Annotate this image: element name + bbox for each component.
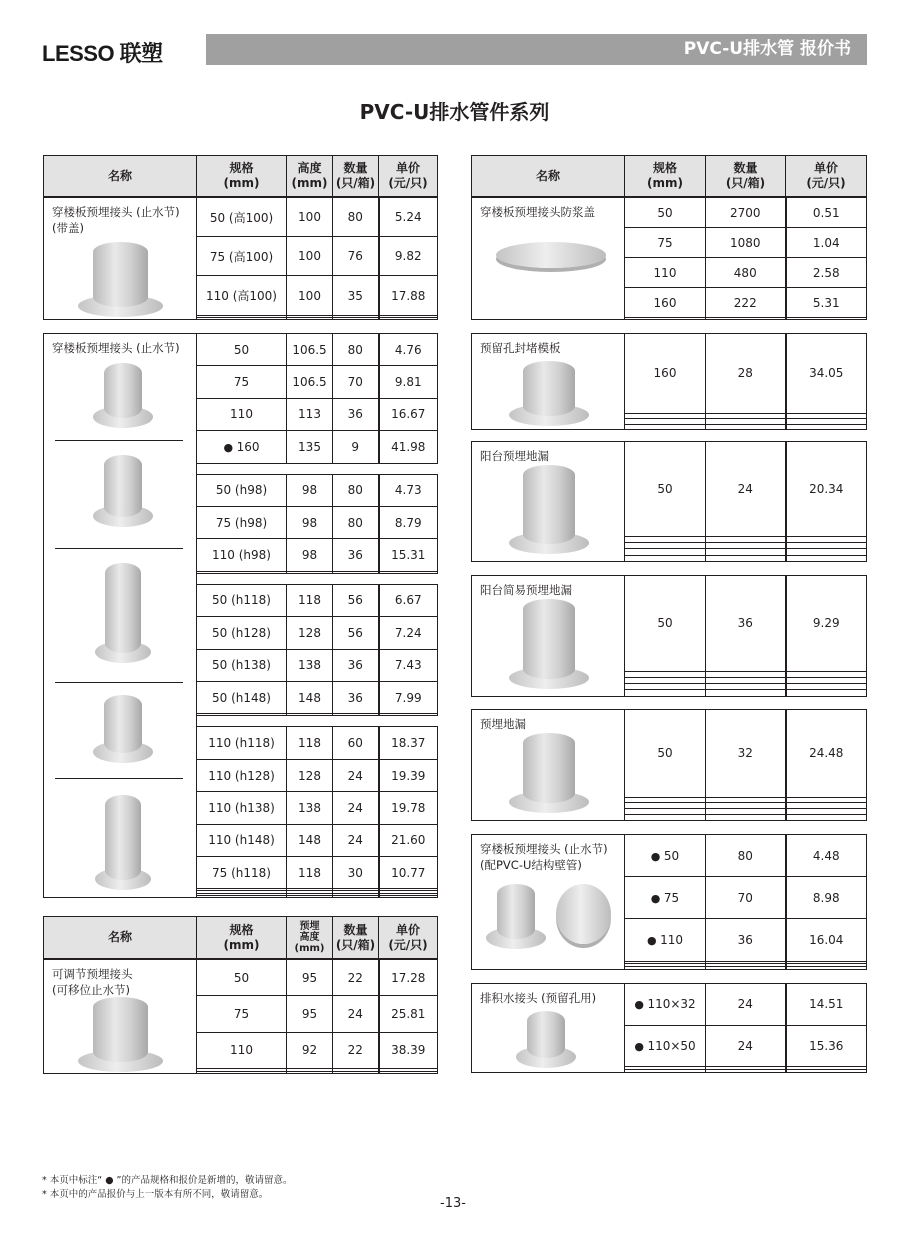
table-cell: 50 (h98) (197, 474, 287, 506)
table-cell (786, 690, 867, 697)
product-block (471, 333, 866, 430)
table-cell: 24 (333, 759, 379, 791)
table-header (43, 916, 437, 959)
table-cell (379, 1071, 438, 1073)
table-cell (786, 1070, 867, 1073)
table-cell: 24 (706, 442, 786, 537)
table-cell: 50 (h148) (197, 681, 287, 713)
table-cell: ● 50 (625, 835, 706, 877)
product-name: 穿楼板预埋接头 (止水节) (配PVC-U结构壁管) (472, 835, 625, 970)
table-cell: 50 (h118) (197, 584, 287, 616)
table-cell: 70 (706, 877, 786, 919)
table-cell: 98 (287, 474, 333, 506)
table-cell: 148 (287, 681, 333, 713)
table-row (44, 198, 438, 237)
table-cell: 50 (625, 710, 706, 798)
table-cell: 5.24 (379, 198, 438, 237)
table-cell: 36 (706, 919, 786, 961)
table-cell: 80 (333, 474, 379, 506)
footnote-new-items: * 本页中标注“ ● ”的产品规格和报价是新增的，敬请留意。 (42, 1175, 293, 1186)
table-cell: 9 (333, 431, 379, 463)
table-cell: 110 (197, 1032, 287, 1068)
table-cell: 480 (706, 258, 786, 288)
table-cell: 30 (333, 856, 379, 888)
table-cell: 24.48 (786, 710, 867, 798)
table-cell: 160 (625, 334, 706, 414)
table-cell: 16.04 (786, 919, 867, 961)
table-cell (333, 895, 379, 897)
table-cell: 118 (287, 584, 333, 616)
table-cell (625, 690, 706, 697)
table-cell: 80 (333, 334, 379, 366)
table-cell (706, 815, 786, 821)
table-cell (625, 424, 706, 429)
table-cell: 110 (h128) (197, 759, 287, 791)
table-header (471, 155, 866, 197)
table-cell: 28 (706, 334, 786, 414)
table-cell: 9.29 (786, 576, 867, 672)
table-cell: 36 (333, 681, 379, 713)
table-cell: 17.28 (379, 960, 438, 996)
table-cell: 15.31 (379, 539, 438, 571)
table-row (472, 576, 867, 672)
table-cell: 18.37 (379, 727, 438, 759)
header-row (44, 917, 438, 959)
table-cell: 7.99 (379, 681, 438, 713)
table-cell: 4.73 (379, 474, 438, 506)
product-block (471, 441, 866, 562)
product-name: 阳台简易预埋地漏 (472, 576, 625, 697)
table-cell (706, 690, 786, 697)
table-cell: 138 (287, 649, 333, 681)
table-header (43, 155, 437, 197)
table-cell (333, 1071, 379, 1073)
table-cell: 80 (333, 506, 379, 538)
table-cell: 50 (625, 198, 706, 228)
table-cell: 35 (333, 276, 379, 315)
table-cell: 0.51 (786, 198, 867, 228)
column-header: 名称 (44, 156, 197, 197)
table-cell (706, 318, 786, 320)
table-cell: 75 (高100) (197, 237, 287, 276)
table-cell: 110 (h98) (197, 539, 287, 571)
table-cell: 50 (197, 960, 287, 996)
table-cell: 110 (h148) (197, 824, 287, 856)
table-cell (287, 317, 333, 319)
table-cell: 50 (625, 442, 706, 537)
table-cell: 110 (h138) (197, 792, 287, 824)
table-cell: 24 (706, 984, 786, 1026)
table-row (472, 198, 867, 228)
table-cell (625, 318, 706, 320)
table-cell: 110 (625, 258, 706, 288)
table-cell: 80 (333, 198, 379, 237)
table-cell (786, 815, 867, 821)
table-cell: 60 (333, 727, 379, 759)
table-row (44, 334, 438, 366)
table-cell: 24 (706, 1025, 786, 1067)
column-header: 单价 (元/只) (379, 156, 438, 197)
table-cell: 70 (333, 366, 379, 398)
table-cell (625, 1070, 706, 1073)
table-cell: 36 (333, 649, 379, 681)
column-header: 预埋 高度 (mm) (287, 917, 333, 959)
table-cell: 21.60 (379, 824, 438, 856)
table-cell: 92 (287, 1032, 333, 1068)
product-block (43, 333, 437, 898)
product-name: 可调节预埋接头 (可移位止水节) (44, 960, 197, 1074)
table-cell: 95 (287, 996, 333, 1032)
table-cell: 50 (197, 334, 287, 366)
table-cell: 100 (287, 237, 333, 276)
table-cell: 24 (333, 996, 379, 1032)
table-cell: 36 (706, 576, 786, 672)
table-cell: 15.36 (786, 1025, 867, 1067)
table-cell: 50 (h128) (197, 617, 287, 649)
table-cell: 106.5 (287, 366, 333, 398)
table-cell: 8.98 (786, 877, 867, 919)
table-cell: 110 (高100) (197, 276, 287, 315)
table-cell: 100 (287, 198, 333, 237)
table-cell: 38.39 (379, 1032, 438, 1068)
table-cell: 76 (333, 237, 379, 276)
table-cell: 41.98 (379, 431, 438, 463)
table-row (472, 442, 867, 537)
table-cell: 50 (625, 576, 706, 672)
table-row (472, 710, 867, 798)
table-cell: 98 (287, 539, 333, 571)
table-cell (786, 424, 867, 429)
column-header: 高度 (mm) (287, 156, 333, 197)
column-header: 单价 (元/只) (786, 156, 867, 197)
table-cell: 1.04 (786, 228, 867, 258)
table-cell: 36 (333, 539, 379, 571)
header-row (44, 156, 438, 197)
column-header: 数量 (只/箱) (333, 917, 379, 959)
table-cell: 6.67 (379, 584, 438, 616)
product-block (43, 197, 437, 320)
product-block (471, 575, 866, 697)
column-header: 规格 (mm) (197, 917, 287, 959)
product-block (471, 983, 866, 1073)
table-row (472, 334, 867, 414)
table-row (472, 984, 867, 1026)
table-cell (625, 555, 706, 561)
table-cell (706, 1070, 786, 1073)
table-cell: ● 110×32 (625, 984, 706, 1026)
name-divider (55, 440, 183, 441)
table-cell: 148 (287, 824, 333, 856)
table-cell: 75 (197, 996, 287, 1032)
table-cell (706, 424, 786, 429)
table-cell: 135 (287, 431, 333, 463)
table-cell: 17.88 (379, 276, 438, 315)
table-cell (379, 317, 438, 319)
table-cell: 118 (287, 856, 333, 888)
cover-disc-image (496, 242, 606, 268)
product-block (471, 197, 866, 320)
column-header: 单价 (元/只) (379, 917, 438, 959)
lesso-logo: LESSO 联塑 (42, 41, 163, 66)
table-cell: ● 75 (625, 877, 706, 919)
table-cell: 7.24 (379, 617, 438, 649)
table-row (44, 960, 438, 996)
header-banner: PVC-U排水管 报价书 (206, 34, 867, 65)
table-cell: 8.79 (379, 506, 438, 538)
product-name: 排积水接头 (预留孔用) (472, 984, 625, 1073)
table-cell (333, 317, 379, 319)
table-cell: 113 (287, 398, 333, 430)
table-cell: 75 (h98) (197, 506, 287, 538)
table-cell: ● 110×50 (625, 1025, 706, 1067)
table-cell: 24 (333, 792, 379, 824)
table-cell: 36 (333, 398, 379, 430)
table-cell (197, 317, 287, 319)
product-name: 预埋地漏 (472, 710, 625, 821)
table-cell: 138 (287, 792, 333, 824)
product-block (43, 959, 437, 1074)
table-cell: 5.31 (786, 288, 867, 318)
table-cell: 14.51 (786, 984, 867, 1026)
table-cell: 100 (287, 276, 333, 315)
column-header: 名称 (472, 156, 625, 197)
table-cell: 75 (h118) (197, 856, 287, 888)
table-cell: 110 (197, 398, 287, 430)
table-cell: ● 110 (625, 919, 706, 961)
table-row (472, 835, 867, 877)
table-cell: 98 (287, 506, 333, 538)
table-cell (786, 967, 867, 970)
cover-disc-image (556, 884, 611, 944)
table-cell: 4.48 (786, 835, 867, 877)
table-cell: 1080 (706, 228, 786, 258)
product-block (471, 709, 866, 821)
table-cell: 2.58 (786, 258, 867, 288)
table-cell: 50 (h138) (197, 649, 287, 681)
name-divider (55, 778, 183, 779)
table-cell: 9.81 (379, 366, 438, 398)
table-cell: 128 (287, 617, 333, 649)
column-header: 规格 (mm) (625, 156, 706, 197)
table-cell: 160 (625, 288, 706, 318)
table-cell (287, 895, 333, 897)
product-block (471, 834, 866, 970)
table-cell (197, 1071, 287, 1073)
name-divider (55, 682, 183, 683)
table-cell: 19.39 (379, 759, 438, 791)
table-cell (379, 895, 438, 897)
product-name: 阳台预埋地漏 (472, 442, 625, 562)
table-cell (287, 1071, 333, 1073)
table-cell: 7.43 (379, 649, 438, 681)
footnote-price-change: * 本页中的产品报价与上一版本有所不同，敬请留意。 (42, 1189, 269, 1200)
table-cell (625, 815, 706, 821)
column-header: 数量 (只/箱) (333, 156, 379, 197)
product-name: 穿楼板预埋接头 (止水节) (44, 334, 197, 898)
table-cell: 19.78 (379, 792, 438, 824)
table-cell: 4.76 (379, 334, 438, 366)
table-cell: 50 (高100) (197, 198, 287, 237)
table-cell: 75 (197, 366, 287, 398)
table-cell (786, 555, 867, 561)
table-cell: 22 (333, 960, 379, 996)
table-cell: 110 (h118) (197, 727, 287, 759)
table-cell (706, 967, 786, 970)
column-header: 名称 (44, 917, 197, 959)
header-row (472, 156, 867, 197)
table-cell: 2700 (706, 198, 786, 228)
table-cell (706, 555, 786, 561)
page-number: -13- (440, 1196, 466, 1211)
table-cell: 10.77 (379, 856, 438, 888)
table-cell: 20.34 (786, 442, 867, 537)
table-cell: 25.81 (379, 996, 438, 1032)
table-cell: 22 (333, 1032, 379, 1068)
page-title: PVC-U排水管件系列 (359, 100, 550, 124)
table-cell: 9.82 (379, 237, 438, 276)
table-cell (786, 318, 867, 320)
table-cell: 34.05 (786, 334, 867, 414)
column-header: 数量 (只/箱) (706, 156, 786, 197)
table-cell: 128 (287, 759, 333, 791)
table-cell: 56 (333, 617, 379, 649)
product-name: 穿楼板预埋接头防浆盖 (472, 198, 625, 320)
table-cell: 222 (706, 288, 786, 318)
table-cell: 32 (706, 710, 786, 798)
table-cell: 16.67 (379, 398, 438, 430)
product-name: 穿楼板预埋接头 (止水节) (带盖) (44, 198, 197, 320)
column-header: 规格 (mm) (197, 156, 287, 197)
product-name: 预留孔封堵模板 (472, 334, 625, 430)
table-cell: 24 (333, 824, 379, 856)
table-cell: 75 (625, 228, 706, 258)
table-cell: 56 (333, 584, 379, 616)
table-cell: ● 160 (197, 431, 287, 463)
table-cell (625, 967, 706, 970)
table-cell: 95 (287, 960, 333, 996)
name-divider (55, 548, 183, 549)
table-cell: 80 (706, 835, 786, 877)
table-cell: 106.5 (287, 334, 333, 366)
table-cell: 118 (287, 727, 333, 759)
table-cell (197, 895, 287, 897)
